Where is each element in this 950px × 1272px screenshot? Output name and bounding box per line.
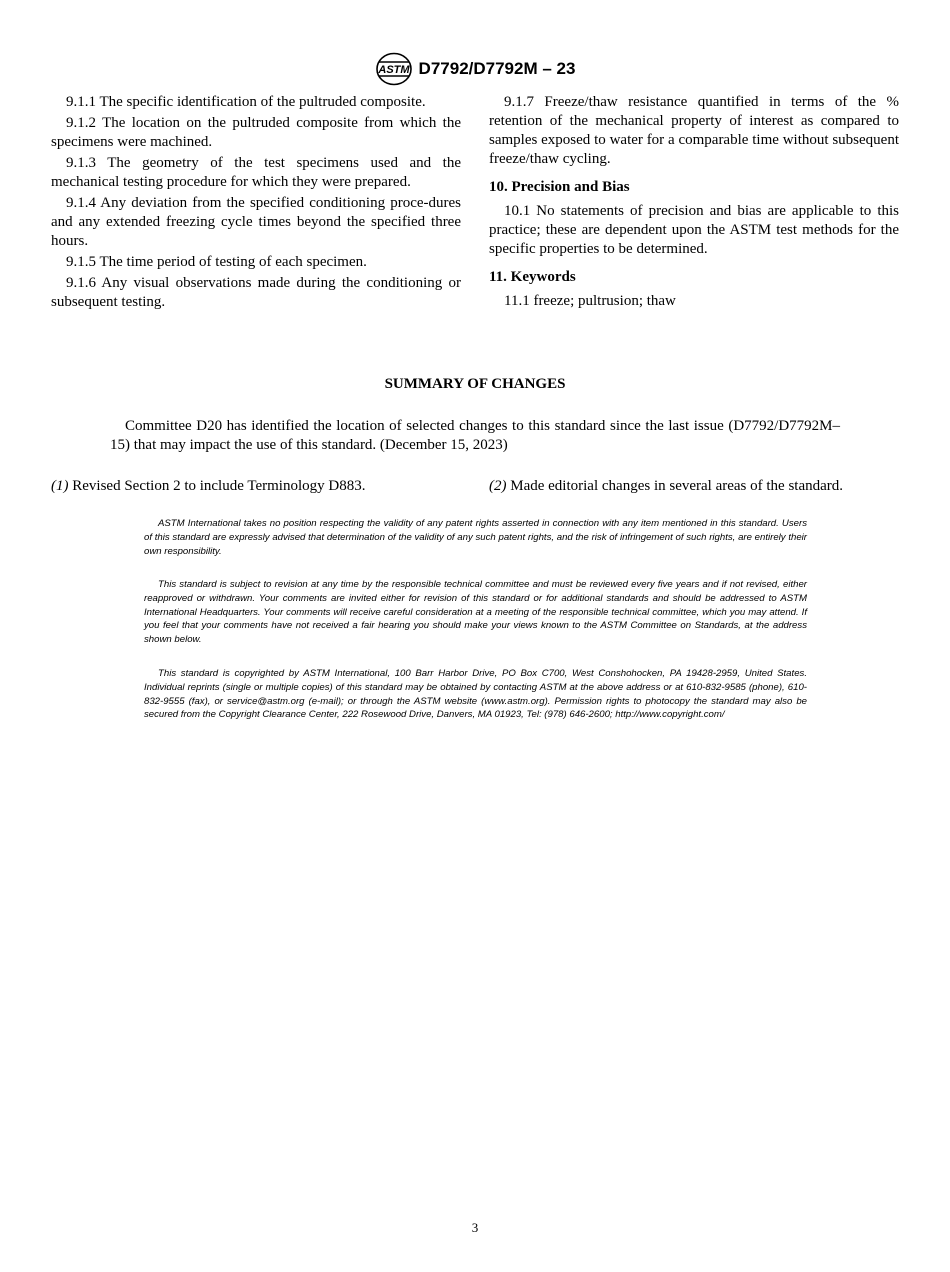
document-id: D7792/D7792M – 23 xyxy=(418,59,576,78)
change-number: (1) xyxy=(51,478,69,494)
change-number: (2) xyxy=(489,478,507,494)
right-column xyxy=(489,93,899,313)
copyright-notice: This standard is copyrighted by ASTM International, 100 Barr Harbor Drive, PO Box C700, West Conshohocken, PA 19428-2959, United States. Individual reprints (single or multiple copies) of this standard may be obtained by contacting ASTM at the above address or at 610-832-9585 (phone), 610-832-9555 (fax), or service@astm.org (e-mail); or through the ASTM website (www.astm.org). Permission rights to photocopy the standard may also be secured from the Copyright Clearance Center, 222 Rosewood Drive, Danvers, MA 01923, Tel: (978) 646-2600; http://www.copyright.com/ xyxy=(144,668,807,721)
para-11-1: 11.1 freeze; pultrusion; thaw xyxy=(504,293,676,309)
para-9-1-1: 9.1.1 The specific identification of the pultruded composite. xyxy=(66,94,426,110)
change-item xyxy=(51,477,365,496)
page-number: 3 xyxy=(471,1220,479,1235)
para-9-1-2: 9.1.2 The location on the pultruded composite from which the specimens were machined. xyxy=(51,115,461,150)
para-9-1-3: 9.1.3 The geometry of the test specimens used and the mechanical testing procedure for which they were prepared. xyxy=(51,155,461,190)
summary-text: Committee D20 has identified the location of selected changes to this standard since the last issue (D7792/D7792M–15) that may impact the use of this standard. (December 15, 2023) xyxy=(110,418,840,453)
astm-logo-icon xyxy=(375,52,413,86)
change-item xyxy=(489,477,843,496)
left-column xyxy=(51,93,461,314)
para-9-1-4: 9.1.4 Any deviation from the specified conditioning proce-dures and any extended freezing cycle times beyond the specified three hours. xyxy=(51,195,461,249)
change-text: Revised Section 2 to include Terminology D883. xyxy=(72,478,366,494)
para-9-1-5: 9.1.5 The time period of testing of each specimen. xyxy=(66,254,367,270)
para-9-1-7: 9.1.7 Freeze/thaw resistance quantified in terms of the % retention of the mechanical property of interest as compared to samples exposed to water for a comparable time without subsequent freeze/thaw cycling. xyxy=(489,94,899,167)
para-10-1: 10.1 No statements of precision and bias are applicable to this practice; these are dependent upon the ASTM test methods for the specific properties to be determined. xyxy=(489,203,899,257)
section-11-title: 11. Keywords xyxy=(489,269,576,285)
section-10-title: 10. Precision and Bias xyxy=(489,179,630,195)
revision-notice: This standard is subject to revision at any time by the responsible technical committee and must be reviewed every five years and if not revised, either reapproved or withdrawn. Your comments are invited either for revision of this standard or for additional standards and should be addressed to ASTM International Headquarters. Your comments will receive careful consideration at a meeting of the responsible technical committee, which you may attend. If you feel that your comments have not received a fair hearing you should make your views known to the ASTM Committee on Standards, at the address shown below. xyxy=(144,579,807,646)
summary-title: SUMMARY OF CHANGES xyxy=(384,376,566,392)
change-text: Made editorial changes in several areas of the standard. xyxy=(510,478,844,494)
page-header xyxy=(0,52,950,86)
patent-notice: ASTM International takes no position respecting the validity of any patent rights asserted in connection with any item mentioned in this standard. Users of this standard are expressly advised that determination of the validity of any such patent rights, and the risk of infringement of such rights, are entirely their own responsibility. xyxy=(144,518,807,557)
logo-text: ASTM xyxy=(377,64,410,76)
para-9-1-6: 9.1.6 Any visual observations made during the conditioning or subsequent testing. xyxy=(51,275,461,310)
